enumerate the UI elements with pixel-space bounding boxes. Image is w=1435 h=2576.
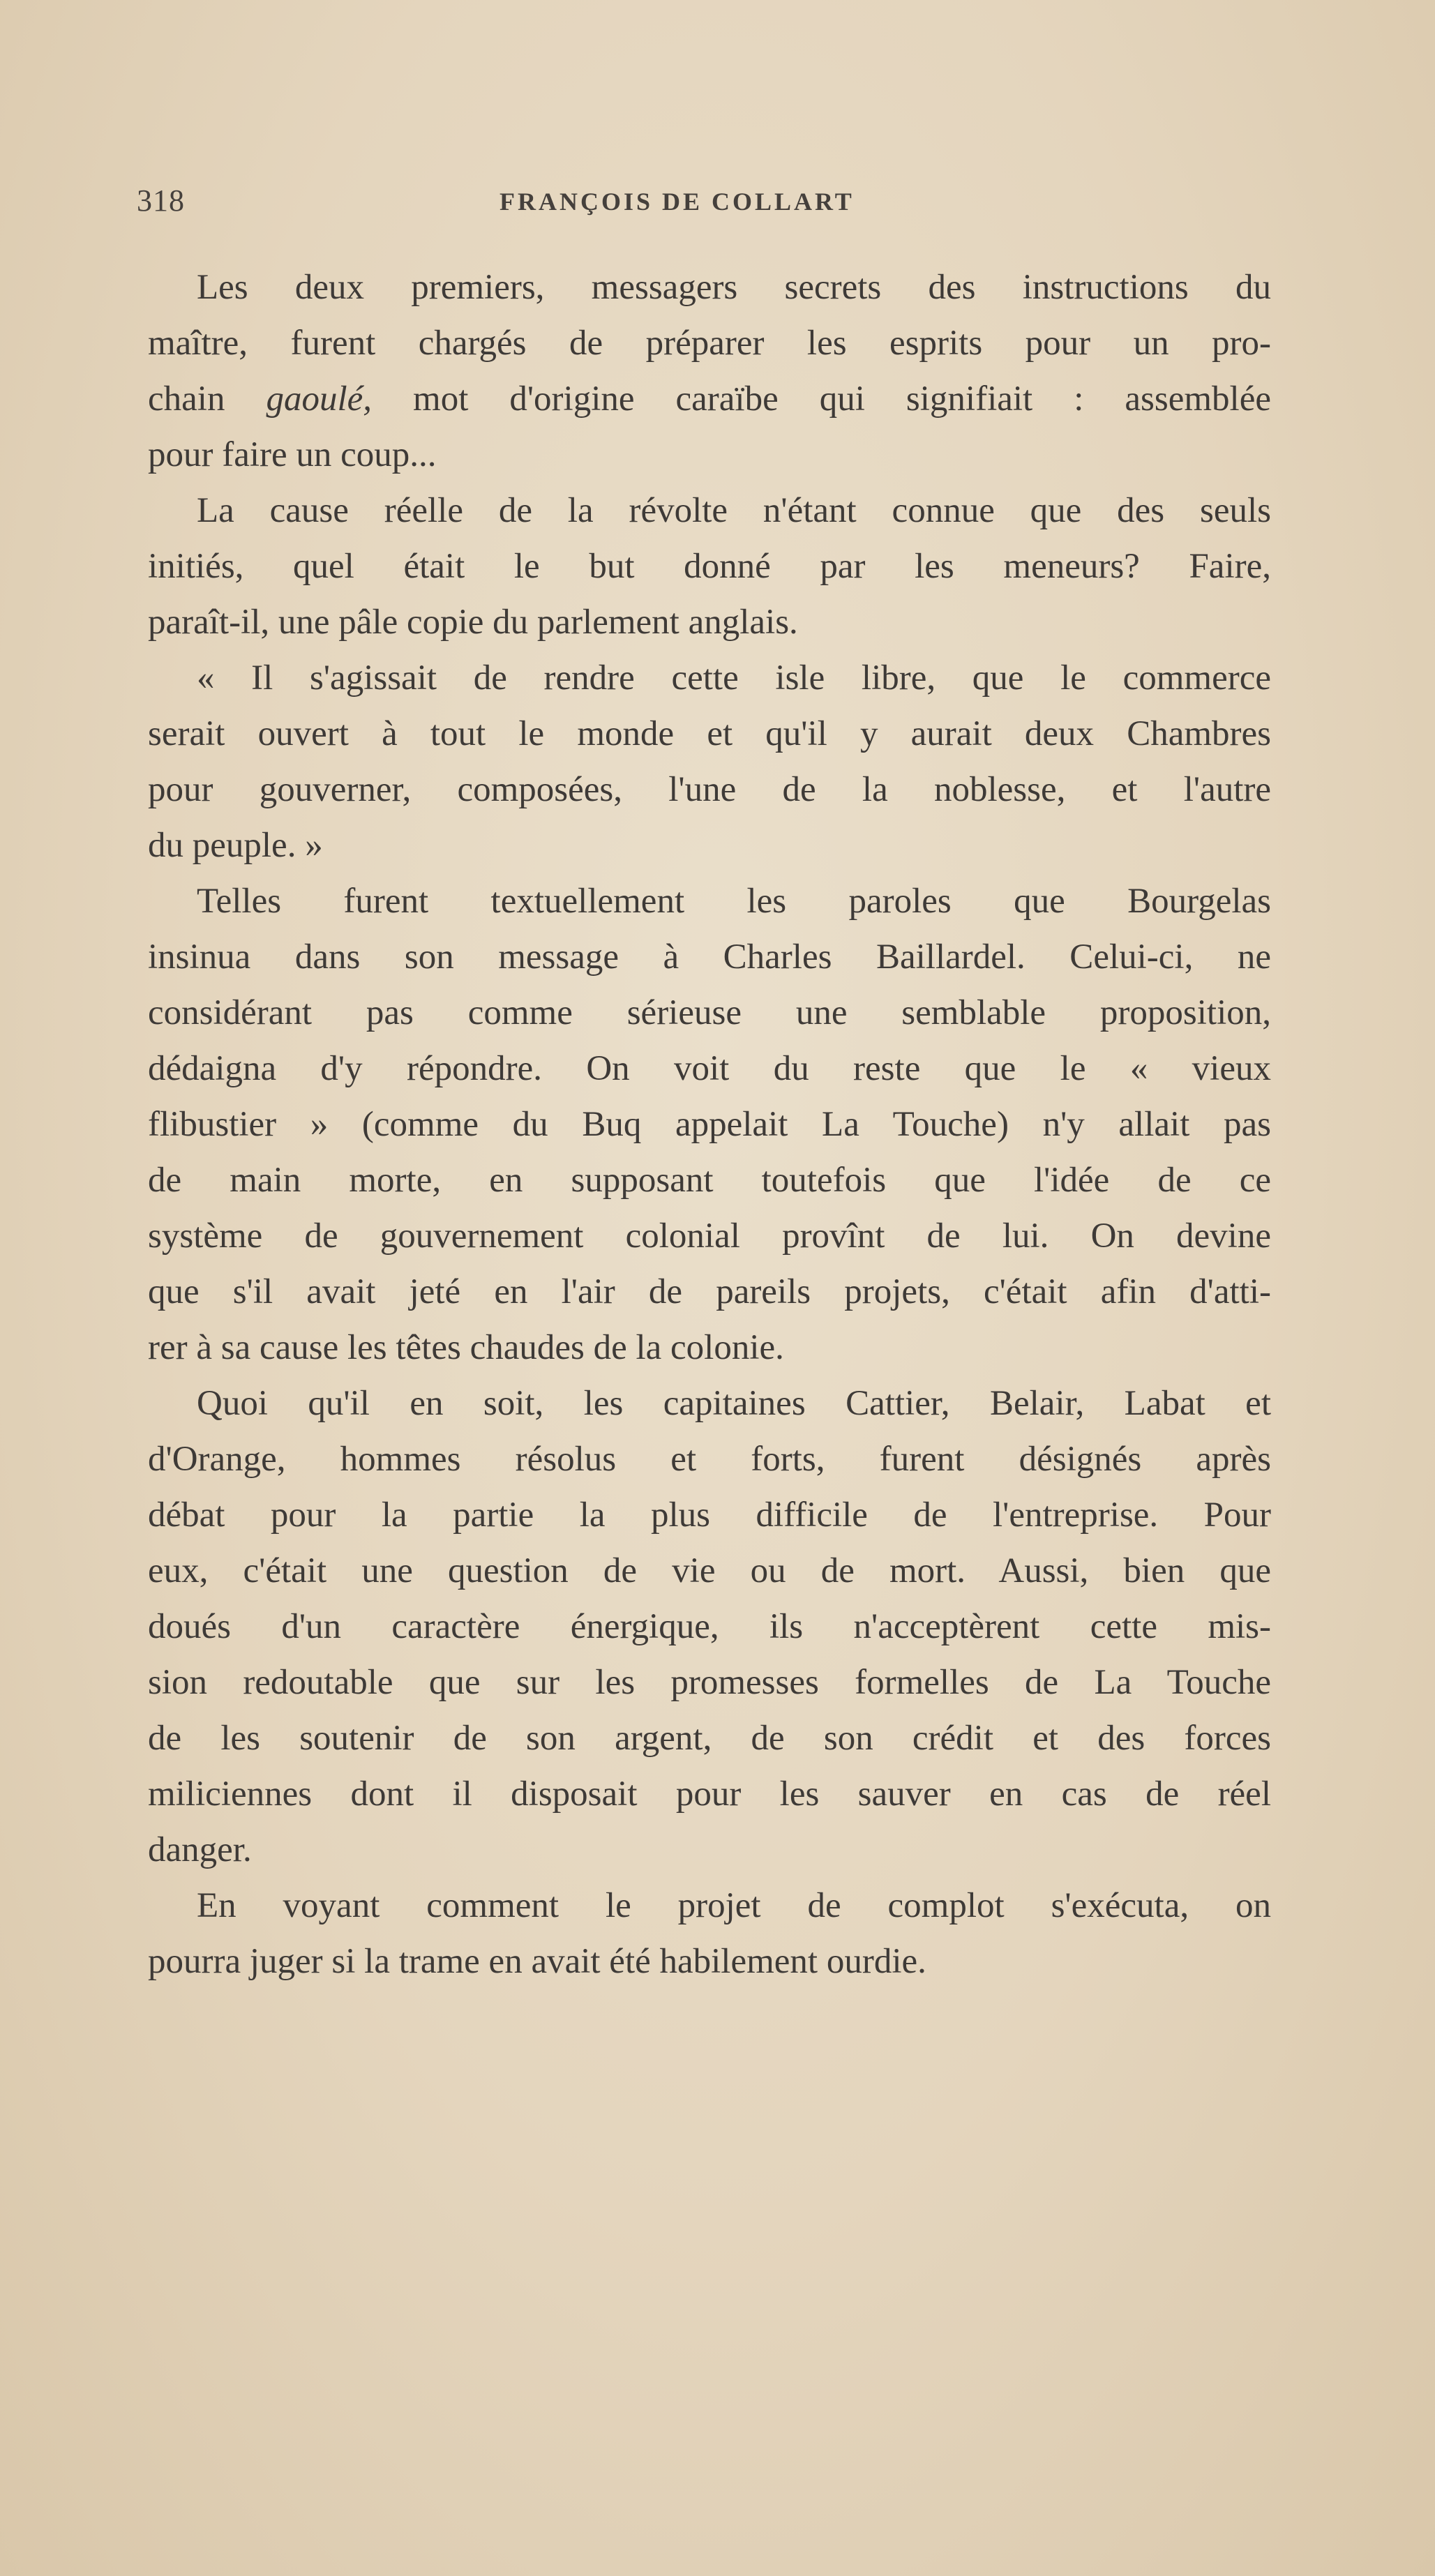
text-line: serait ouvert à tout le monde et qu'il y aurait deux Chambres	[148, 714, 1271, 753]
text-line: eux, c'était une question de vie ou de mort. Aussi, bien que	[148, 1551, 1271, 1590]
text-line: En voyant comment le projet de complot s'exécuta, on	[197, 1886, 1271, 1925]
text-line: maître, furent chargés de préparer les esprits pour un pro-	[148, 324, 1271, 363]
text-line: La cause réelle de la révolte n'étant connue que des seuls	[197, 491, 1271, 530]
text-line-segment: mot d'origine caraïbe qui signifiait : assemblée	[372, 379, 1271, 419]
text-line: Les deux premiers, messagers secrets des instructions du	[197, 268, 1271, 307]
text-line-segment: chain	[148, 379, 266, 419]
text-line: insinua dans son message à Charles Baillardel. Celui-ci, ne	[148, 937, 1271, 977]
text-line: que s'il avait jeté en l'air de pareils projets, c'était afin d'atti-	[148, 1272, 1271, 1311]
text-line: considérant pas comme sérieuse une semblable proposition,	[148, 993, 1271, 1032]
page-number: 318	[137, 183, 185, 218]
text-line: de main morte, en supposant toutefois que l'idée de ce	[148, 1161, 1271, 1200]
text-line: paraît-il, une pâle copie du parlement anglais.	[148, 603, 798, 642]
body-text	[148, 259, 1271, 1989]
italic-term: gaoulé,	[266, 379, 373, 419]
running-head	[137, 183, 1267, 225]
text-line: de les soutenir de son argent, de son crédit et des forces	[148, 1719, 1271, 1758]
text-line: « Il s'agissait de rendre cette isle libre, que le commerce	[197, 658, 1271, 698]
text-line	[148, 371, 1271, 427]
text-line: pour gouverner, composées, l'une de la noblesse, et l'autre	[148, 770, 1271, 809]
text-line: flibustier » (comme du Buq appelait La Touche) n'y allait pas	[148, 1105, 1271, 1144]
text-line: Telles furent textuellement les paroles que Bourgelas	[197, 882, 1271, 921]
text-line: dédaigna d'y répondre. On voit du reste que le « vieux	[148, 1049, 1271, 1088]
text-line: sion redoutable que sur les promesses formelles de La Touche	[148, 1663, 1271, 1702]
text-line: pourra juger si la trame en avait été habilement ourdie.	[148, 1942, 926, 1981]
text-line: système de gouvernement colonial provînt de lui. On devine	[148, 1217, 1271, 1256]
text-line: pour faire un coup...	[148, 435, 437, 474]
text-line: initiés, quel était le but donné par les meneurs? Faire,	[148, 547, 1271, 586]
running-title: FRANÇOIS DE COLLART	[499, 188, 855, 216]
text-line: du peuple. »	[148, 826, 323, 865]
text-line: danger.	[148, 1830, 252, 1869]
text-line: rer à sa cause les têtes chaudes de la colonie.	[148, 1328, 784, 1367]
text-line: débat pour la partie la plus difficile de l'entreprise. Pour	[148, 1496, 1271, 1535]
text-line: miliciennes dont il disposait pour les sauver en cas de réel	[148, 1775, 1271, 1814]
text-line: Quoi qu'il en soit, les capitaines Cattier, Belair, Labat et	[197, 1384, 1271, 1423]
text-line: d'Orange, hommes résolus et forts, furent désignés après	[148, 1440, 1271, 1479]
text-line: doués d'un caractère énergique, ils n'acceptèrent cette mis-	[148, 1607, 1271, 1646]
